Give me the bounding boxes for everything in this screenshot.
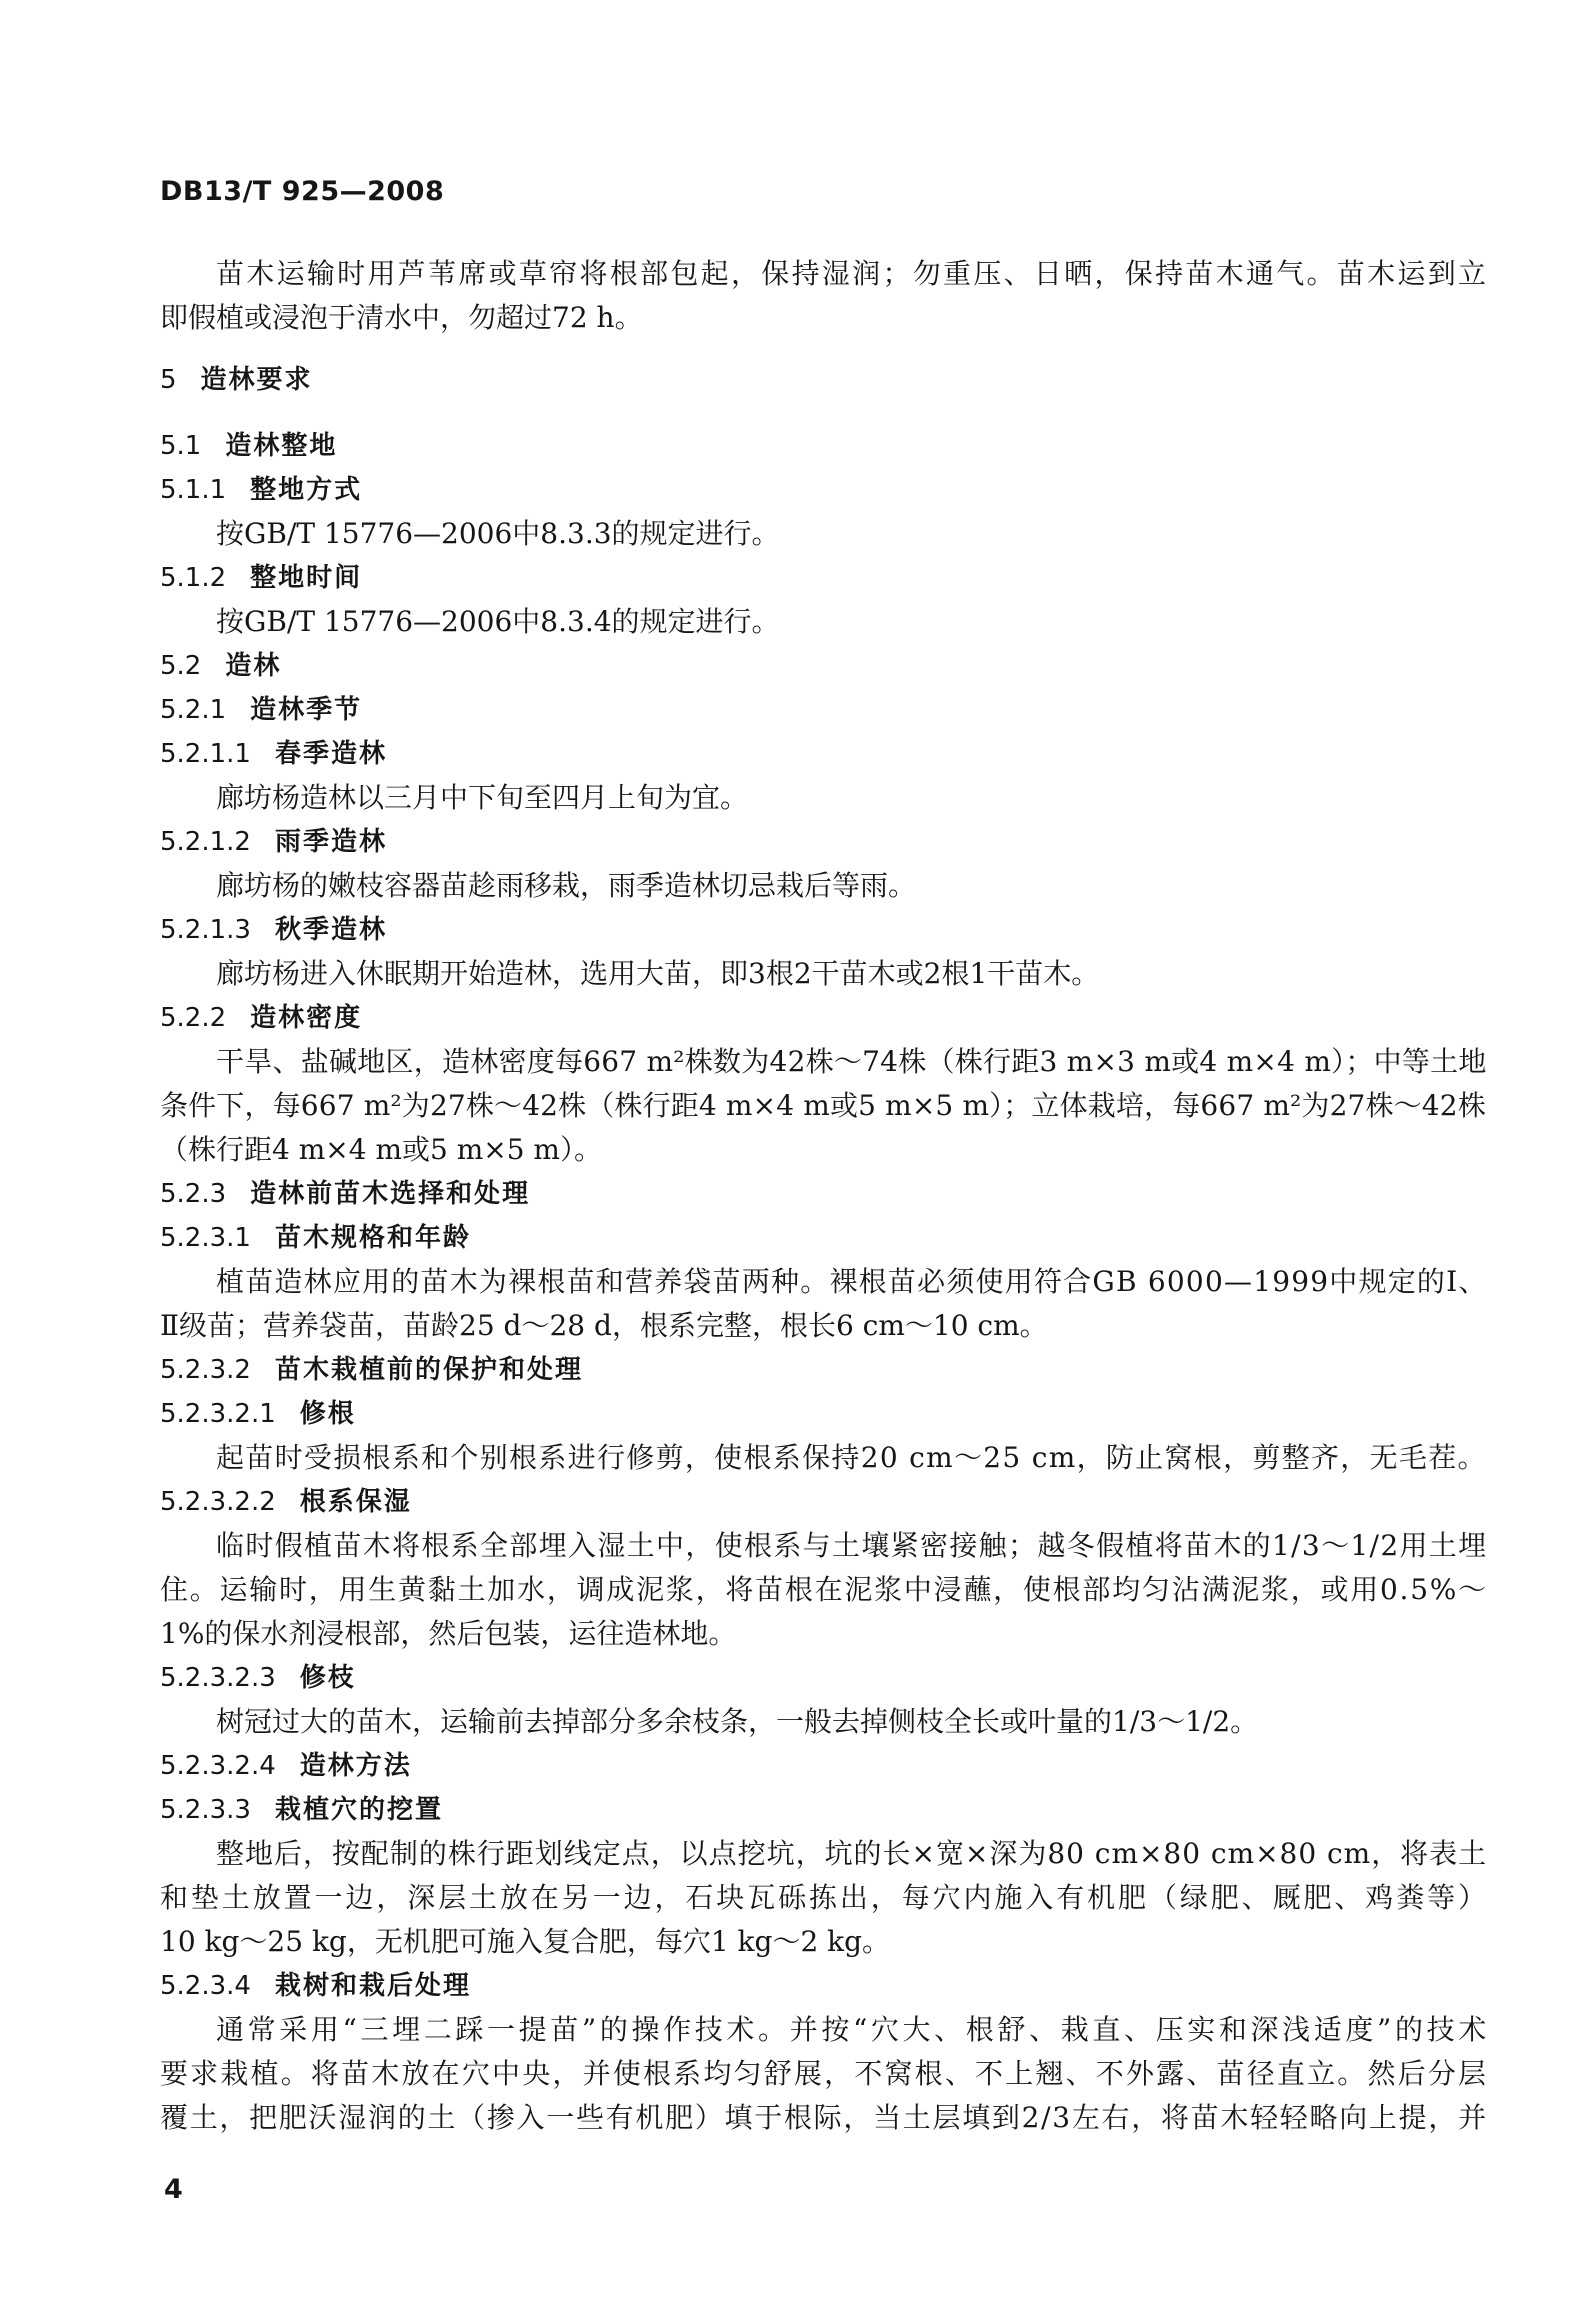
section-title: 春季造林 xyxy=(274,739,387,769)
section-number: 5.1.2 xyxy=(160,563,227,593)
section-number: 5.2.2 xyxy=(160,1003,227,1033)
section-number: 5 xyxy=(160,365,177,395)
paragraph-line: 干旱、盐碱地区，造林密度每667 m²株数为42株～74株（株行距3 m×3 m或4 m×4 m）；中等土地 xyxy=(216,1045,1487,1078)
section-number: 5.2 xyxy=(160,651,202,681)
paragraph-continuation-line: 条件下，每667 m²为27株～42株（株行距4 m×4 m或5 m×5 m）；立体栽培，每667 m²为27株～42株 xyxy=(160,1089,1486,1122)
section-number: 5.2.1.3 xyxy=(160,915,251,945)
paragraph-line: 按GB/T 15776—2006中8.3.4的规定进行。 xyxy=(216,605,780,638)
paragraph-line: 植苗造林应用的苗木为裸根苗和营养袋苗两种。裸根苗必须使用符合GB 6000—1999中规定的Ⅰ、 xyxy=(216,1265,1488,1298)
section-title: 根系保湿 xyxy=(299,1487,412,1517)
section-title: 造林要求 xyxy=(200,365,313,395)
section-number: 5.2.3 xyxy=(160,1179,227,1209)
paragraph-line: 整地后，按配制的株行距划线定点，以点挖坑，坑的长×宽×深为80 cm×80 cm×80 cm，将表土 xyxy=(216,1837,1488,1870)
section-heading xyxy=(160,364,313,396)
paragraph-line: 按GB/T 15776—2006中8.3.3的规定进行。 xyxy=(216,517,780,550)
section-title: 苗木规格和年龄 xyxy=(274,1223,471,1253)
paragraph-line: 廊坊杨造林以三月中下旬至四月上旬为宜。 xyxy=(216,781,749,814)
section-title: 整地时间 xyxy=(250,563,363,593)
section-number: 5.2.3.2.1 xyxy=(160,1399,276,1429)
section-title: 整地方式 xyxy=(250,475,363,505)
paragraph-continuation-line: 要求栽植。将苗木放在穴中央，并使根系均匀舒展，不窝根、不上翘、不外露、苗径直立。然后分层 xyxy=(160,2057,1489,2090)
section-heading xyxy=(160,474,362,506)
section-heading xyxy=(160,1354,583,1386)
paragraph-continuation-line: 覆土，把肥沃湿润的土（掺入一些有机肥）填于根际，当土层填到2/3左右，将苗木轻轻略向上提，并 xyxy=(160,2101,1488,2134)
paragraph-continuation-line: 即假植或浸泡于清水中，勿超过72 h。 xyxy=(160,301,643,334)
paragraph-line: 起苗时受损根系和个别根系进行修剪，使根系保持20 cm～25 cm，防止窝根，剪整齐，无毛茬。 xyxy=(216,1441,1487,1474)
paragraph-line: 廊坊杨进入休眠期开始造林，选用大苗，即3根2干苗木或2根1干苗木。 xyxy=(216,957,1100,990)
section-number: 5.2.3.2.3 xyxy=(160,1663,276,1693)
section-title: 雨季造林 xyxy=(274,827,387,857)
section-title: 修根 xyxy=(299,1399,356,1429)
section-title: 造林方法 xyxy=(299,1751,412,1781)
page-number: 4 xyxy=(164,2174,183,2205)
section-number: 5.2.1 xyxy=(160,695,227,725)
section-number: 5.2.1.1 xyxy=(160,739,251,769)
section-heading xyxy=(160,694,362,726)
section-number: 5.2.3.1 xyxy=(160,1223,251,1253)
section-title: 造林密度 xyxy=(250,1003,363,1033)
section-heading xyxy=(160,562,362,594)
paragraph-continuation-line: （株行距4 m×4 m或5 m×5 m）。 xyxy=(160,1133,602,1166)
section-title: 秋季造林 xyxy=(274,915,387,945)
paragraph-continuation-line: 和垫土放置一边，深层土放在另一边，石块瓦砾拣出，每穴内施入有机肥（绿肥、厩肥、鸡粪等） xyxy=(160,1881,1489,1914)
section-heading xyxy=(160,826,387,858)
section-heading xyxy=(160,914,387,946)
section-title: 造林 xyxy=(225,651,282,681)
section-number: 5.2.3.2.4 xyxy=(160,1751,276,1781)
section-title: 栽植穴的挖置 xyxy=(274,1795,443,1825)
section-number: 5.2.1.2 xyxy=(160,827,251,857)
paragraph-continuation-line: Ⅱ级苗；营养袋苗，苗龄25 d～28 d，根系完整，根长6 cm～10 cm。 xyxy=(160,1309,1048,1342)
section-heading xyxy=(160,1486,412,1518)
document-code: DB13/T 925—2008 xyxy=(160,176,445,207)
section-heading xyxy=(160,1662,356,1694)
section-number: 5.2.3.2.2 xyxy=(160,1487,276,1517)
section-number: 5.2.3.3 xyxy=(160,1795,251,1825)
section-title: 栽树和栽后处理 xyxy=(274,1971,471,2001)
paragraph-continuation-line: 10 kg～25 kg，无机肥可施入复合肥，每穴1 kg～2 kg。 xyxy=(160,1925,891,1958)
paragraph-line: 临时假植苗木将根系全部埋入湿土中，使根系与土壤紧密接触；越冬假植将苗木的1/3～1/2用土埋 xyxy=(216,1529,1488,1562)
paragraph-continuation-line: 1%的保水剂浸根部，然后包装，运往造林地。 xyxy=(160,1617,737,1650)
section-heading xyxy=(160,738,387,770)
paragraph-line: 苗木运输时用芦苇席或草帘将根部包起，保持湿润；勿重压、日晒，保持苗木通气。苗木运到立 xyxy=(216,257,1489,290)
section-title: 苗木栽植前的保护和处理 xyxy=(274,1355,583,1385)
section-title: 造林季节 xyxy=(250,695,363,725)
section-heading xyxy=(160,1794,443,1826)
section-title: 造林前苗木选择和处理 xyxy=(250,1179,531,1209)
section-heading xyxy=(160,650,281,682)
section-number: 5.1.1 xyxy=(160,475,227,505)
section-number: 5.2.3.4 xyxy=(160,1971,251,2001)
section-heading xyxy=(160,430,337,462)
section-heading xyxy=(160,1398,356,1430)
paragraph-line: 廊坊杨的嫩枝容器苗趁雨移栽，雨季造林切忌栽后等雨。 xyxy=(216,869,917,902)
section-heading xyxy=(160,1970,471,2002)
section-number: 5.2.3.2 xyxy=(160,1355,251,1385)
section-title: 修枝 xyxy=(299,1663,356,1693)
section-heading xyxy=(160,1002,362,1034)
section-heading xyxy=(160,1178,530,1210)
paragraph-continuation-line: 住。运输时，用生黄黏土加水，调成泥浆，将苗根在泥浆中浸蘸，使根部均匀沾满泥浆，或用0.5%～ xyxy=(160,1573,1488,1606)
section-number: 5.1 xyxy=(160,431,202,461)
paragraph-line: 树冠过大的苗木，运输前去掉部分多余枝条，一般去掉侧枝全长或叶量的1/3～1/2。 xyxy=(216,1705,1259,1738)
section-title: 造林整地 xyxy=(225,431,338,461)
paragraph-line: 通常采用“三埋二踩一提苗”的操作技术。并按“穴大、根舒、栽直、压实和深浅适度”的技术 xyxy=(216,2013,1490,2046)
section-heading xyxy=(160,1750,412,1782)
section-heading xyxy=(160,1222,471,1254)
